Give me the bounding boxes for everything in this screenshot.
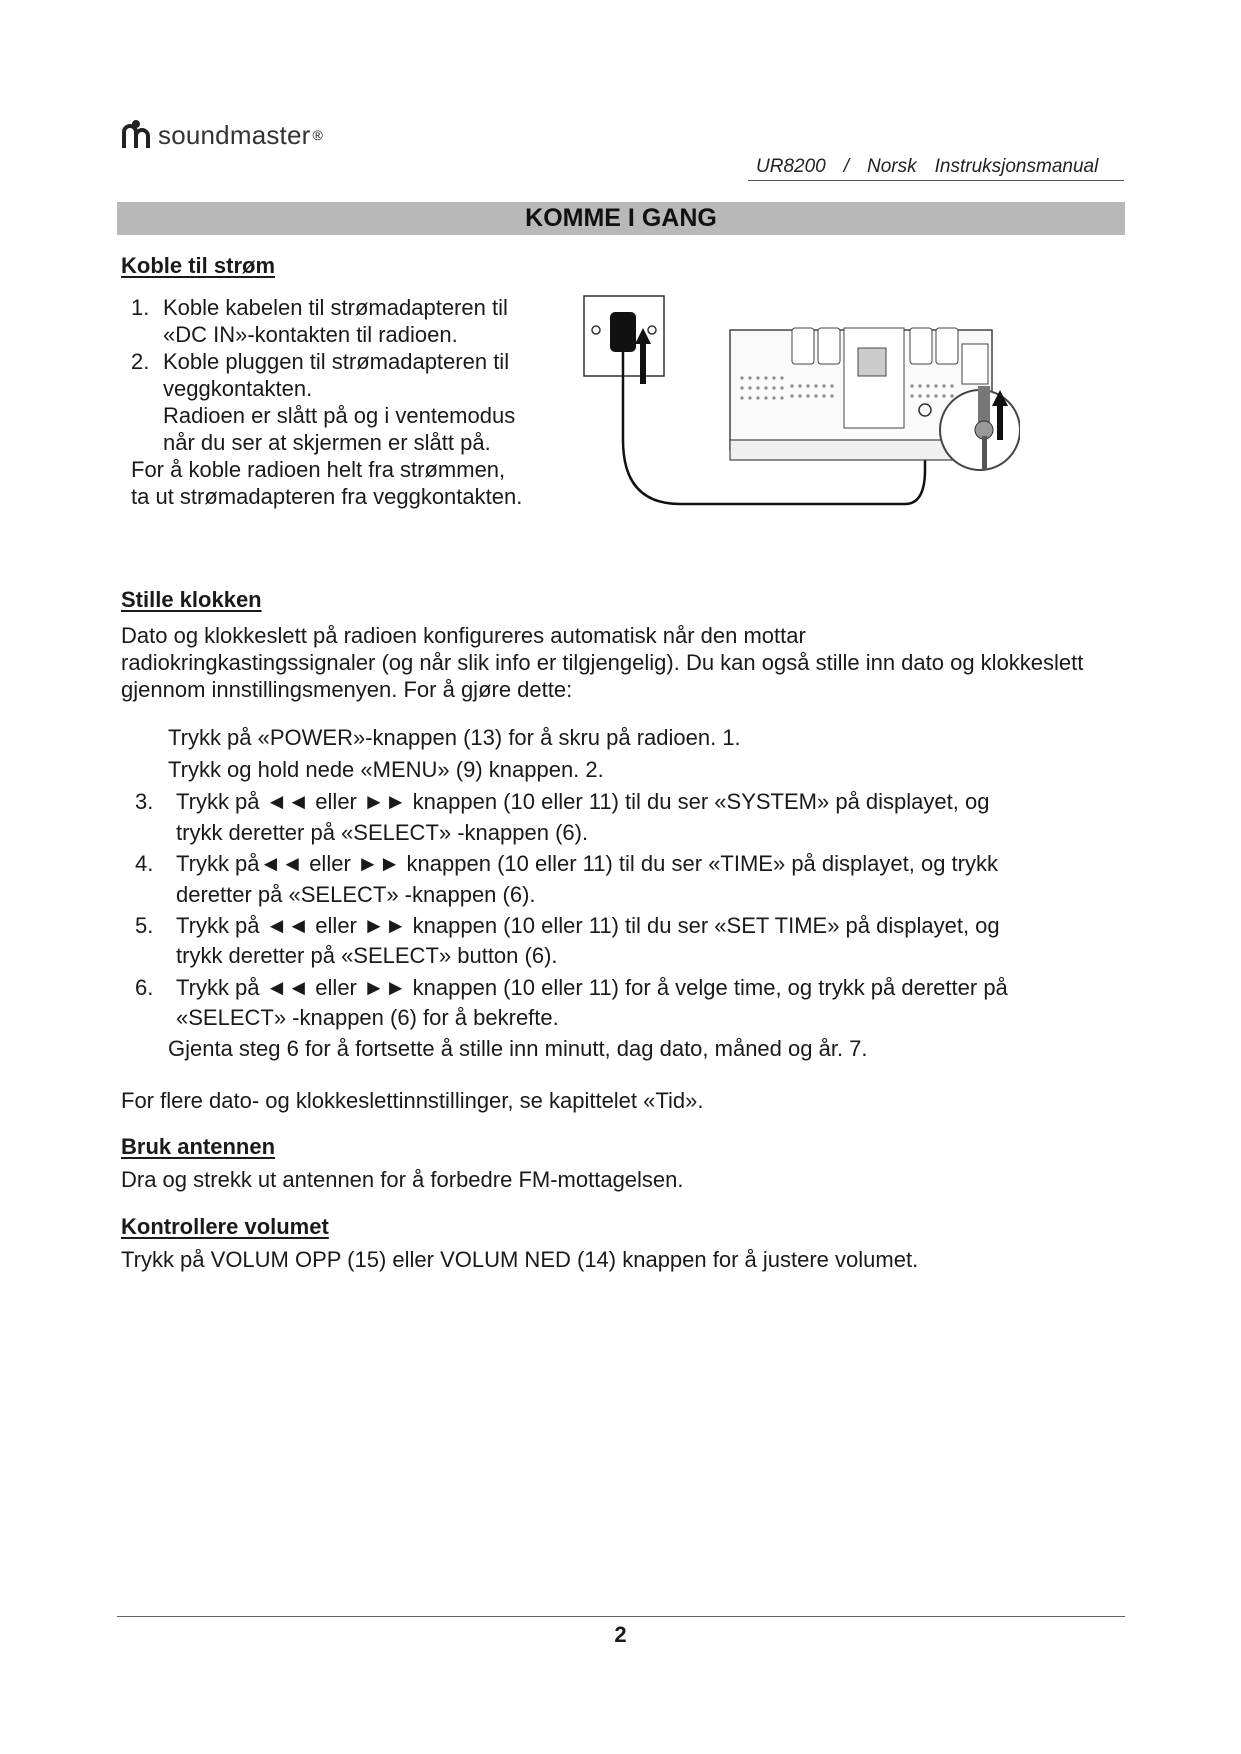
footer-divider: [117, 1616, 1125, 1617]
language: Norsk: [867, 156, 917, 177]
volume-text: Trykk på VOLUM OPP (15) eller VOLUM NED (14) knappen for å justere volumet.: [121, 1247, 919, 1272]
clock-step-7: Gjenta steg 6 for å fortsette å stille inn minutt, dag dato, måned og år. 7.: [168, 1036, 868, 1061]
antenna-text: Dra og strekk ut antennen for å forbedre FM-mottagelsen.: [121, 1167, 684, 1192]
step-number: 3.: [135, 789, 154, 814]
step-number: 5.: [135, 913, 154, 938]
clock-step-5: Trykk på ◄◄ eller ►► knappen (10 eller 11) til du ser «SET TIME» på displayet, og: [176, 913, 1000, 938]
step-text: Koble pluggen til strømadapteren til: [163, 349, 510, 374]
model-number: UR8200: [756, 156, 826, 177]
step-text: Koble kabelen til strømadapteren til: [163, 295, 508, 320]
step-number: 6.: [135, 975, 154, 1000]
clock-step-4: Trykk på◄◄ eller ►► knappen (10 eller 11) til du ser «TIME» på displayet, og trykk: [176, 851, 998, 876]
step-text: veggkontakten.: [163, 376, 313, 401]
antenna-heading: Bruk antennen: [121, 1134, 276, 1159]
step-text: «DC IN»-kontakten til radioen.: [163, 322, 458, 347]
clock-step-6-cont: «SELECT» -knappen (6) for å bekrefte.: [176, 1005, 559, 1030]
step-text: når du ser at skjermen er slått på.: [163, 430, 491, 455]
clock-step-2: Trykk og hold nede «MENU» (9) knappen. 2.: [168, 757, 604, 782]
volume-heading: Kontrollere volumet: [121, 1214, 329, 1239]
clock-heading: Stille klokken: [121, 587, 262, 612]
step-number: 4.: [135, 851, 154, 876]
power-note: For å koble radioen helt fra strømmen,: [131, 457, 506, 482]
page-title: KOMME I GANG: [117, 202, 1125, 235]
step-text: Radioen er slått på og i ventemodus: [163, 403, 516, 428]
clock-step-5-cont: trykk deretter på «SELECT» button (6).: [176, 943, 558, 968]
clock-step-4-cont: deretter på «SELECT» -knappen (6).: [176, 882, 536, 907]
clock-step-3: Trykk på ◄◄ eller ►► knappen (10 eller 11) til du ser «SYSTEM» på displayet, og: [176, 789, 990, 814]
step-number: 1.: [131, 295, 150, 320]
intro-line: gjennom innstillingsmenyen. For å gjøre dette:: [121, 677, 573, 702]
clock-step-1: Trykk på «POWER»-knappen (13) for å skru på radioen. 1.: [168, 725, 741, 750]
intro-line: radiokringkastingssignaler (og når slik info er tilgjengelig). Du kan også stille inn dato og klokkeslett: [121, 650, 1084, 675]
clock-step-6: Trykk på ◄◄ eller ►► knappen (10 eller 11) for å velge time, og trykk på deretter på: [176, 975, 1008, 1000]
clock-step-3-cont: trykk deretter på «SELECT» -knappen (6).: [176, 820, 589, 845]
document-type: Instruksjonsmanual: [934, 156, 1099, 177]
page-number: 2: [614, 1622, 627, 1647]
brand-name: soundmaster: [158, 119, 311, 150]
intro-line: Dato og klokkeslett på radioen konfigureres automatisk når den mottar: [121, 623, 806, 648]
clock-more-info: For flere dato- og klokkeslettinnstillinger, se kapittelet «Tid».: [121, 1088, 704, 1113]
separator: /: [843, 156, 849, 177]
power-note: ta ut strømadapteren fra veggkontakten.: [131, 484, 523, 509]
registered-mark: ®: [312, 127, 323, 143]
power-heading: Koble til strøm: [121, 253, 276, 278]
step-number: 2.: [131, 349, 150, 374]
